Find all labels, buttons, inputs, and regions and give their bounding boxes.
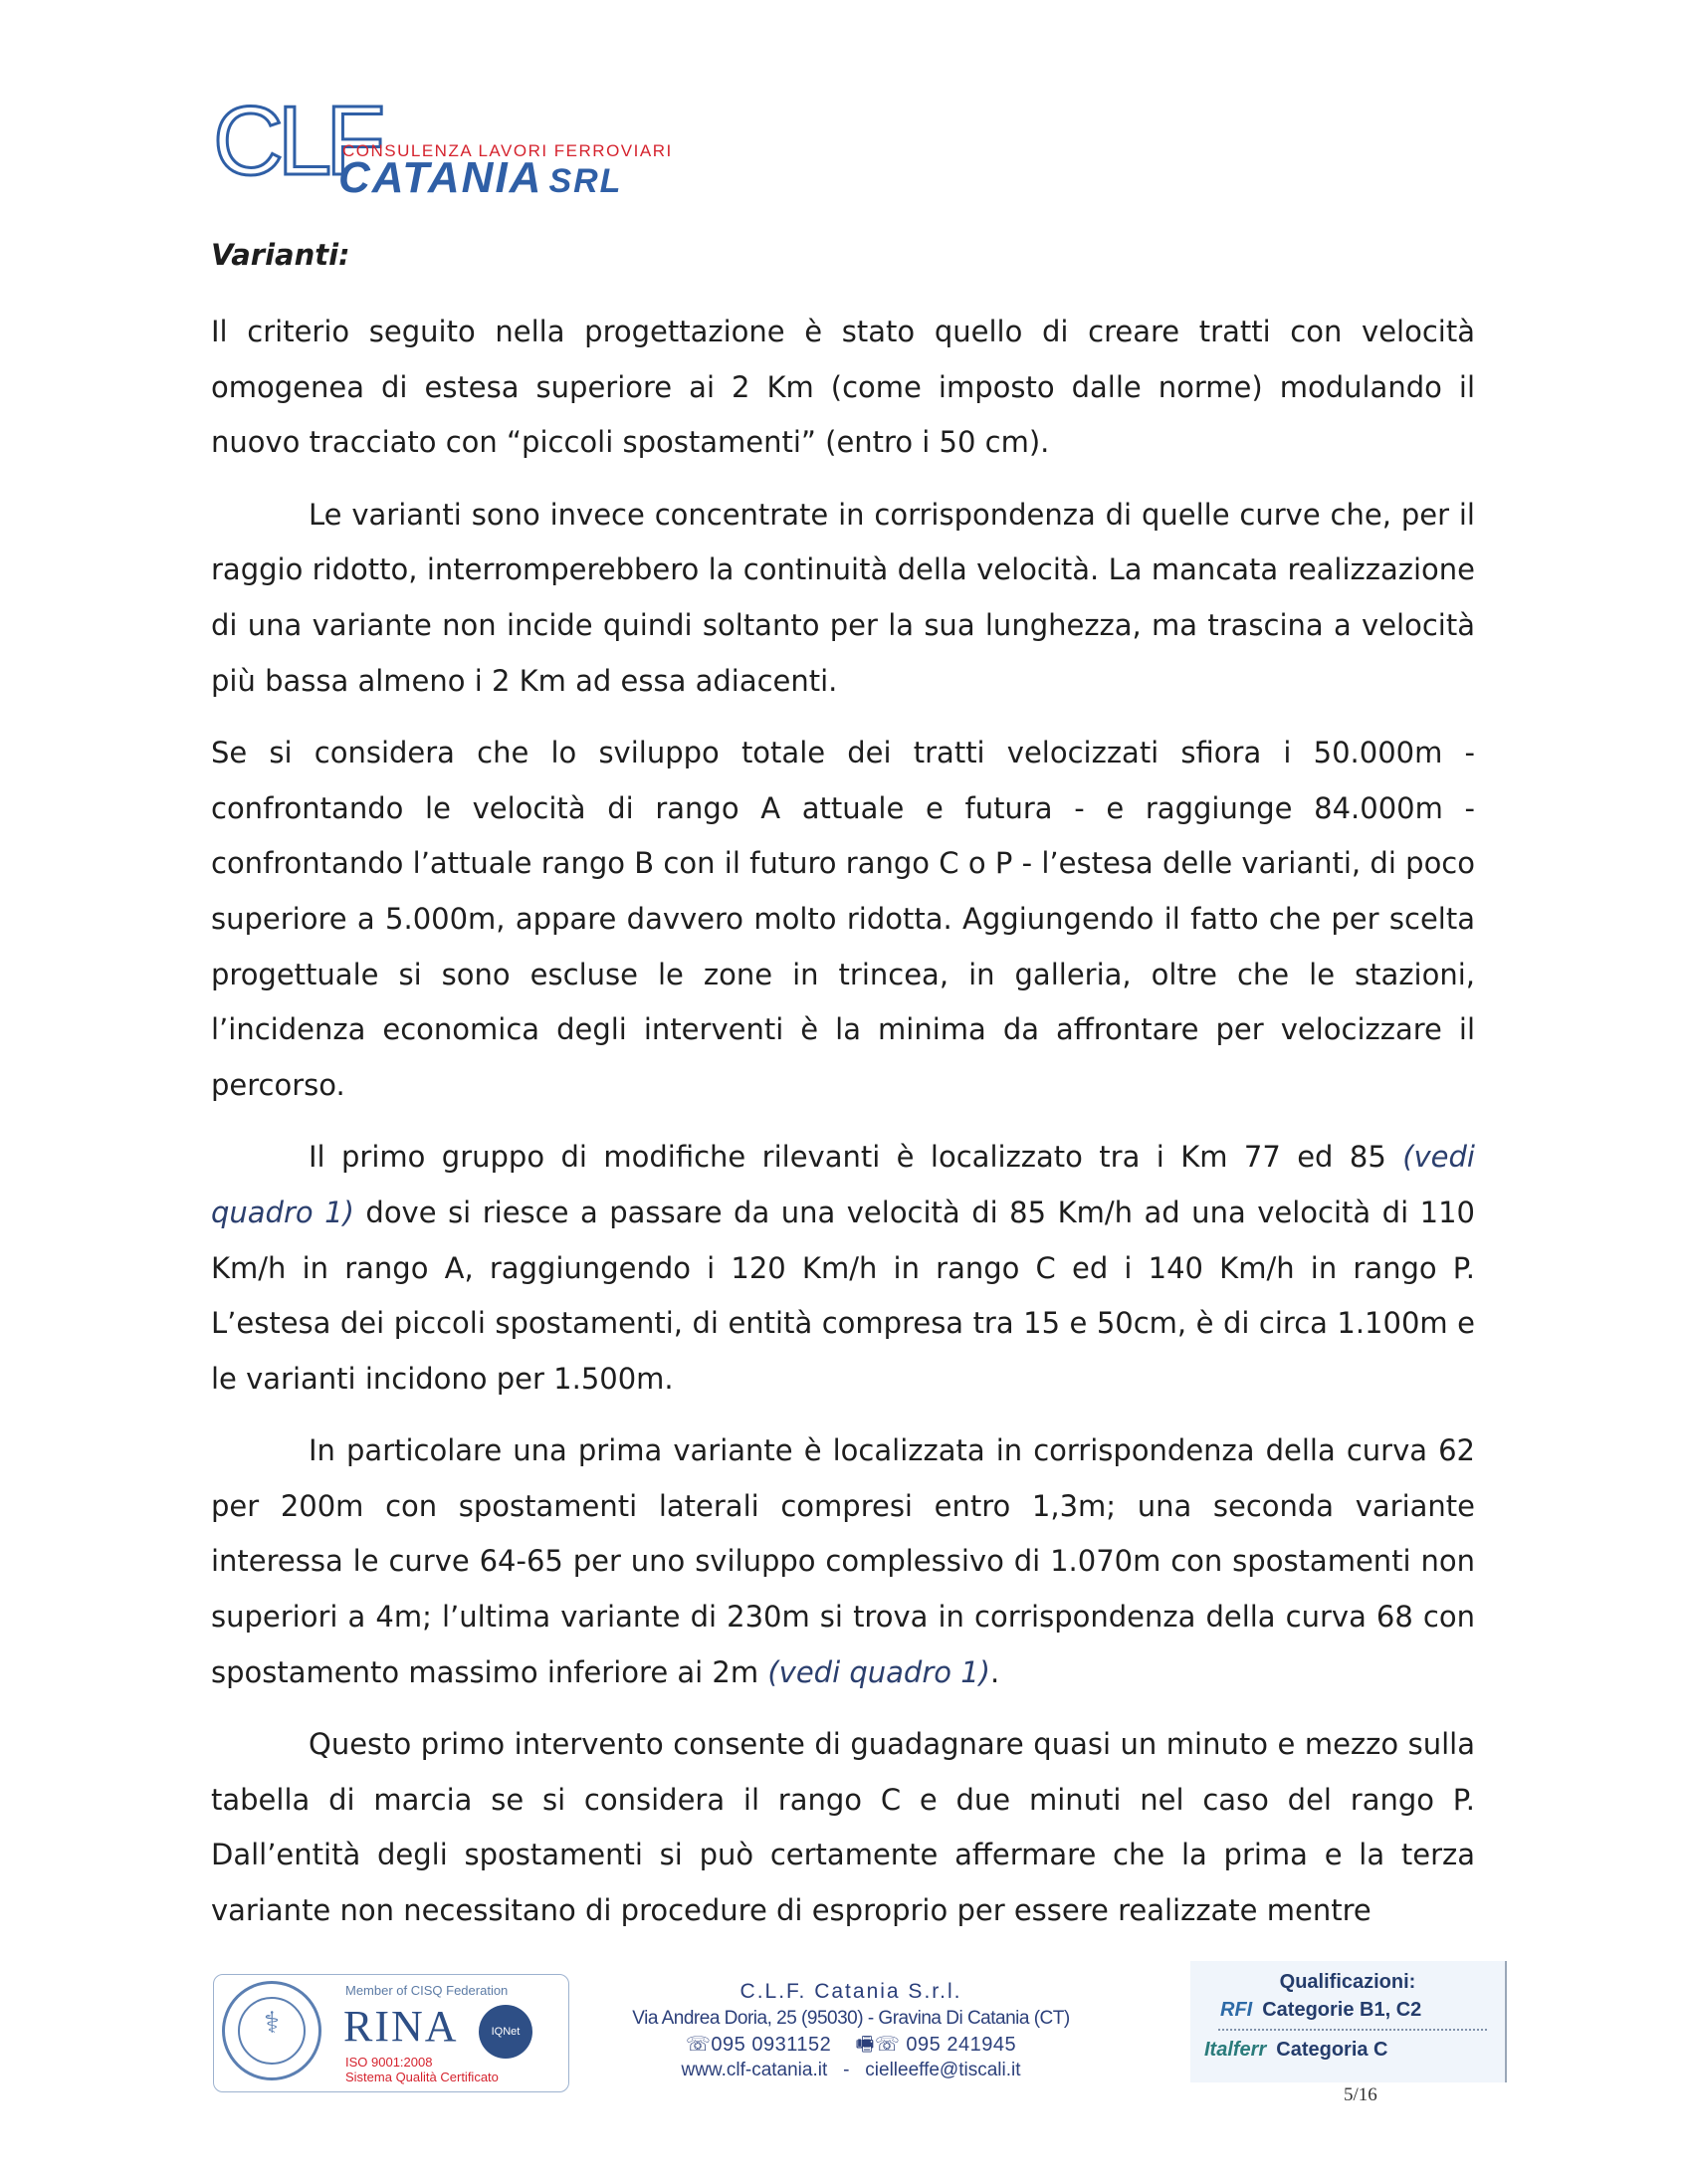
quadro-reference: (vedi quadro 1)	[211, 1140, 1475, 1229]
qualifications-title: Qualificazioni:	[1279, 1971, 1416, 1993]
quadro-reference: (vedi quadro 1)	[767, 1654, 990, 1689]
paragraph-2: Le varianti sono invece concentrate in corrispondenza di quelle curve che, per il raggio ridotto, interromperebbero la continuità della velocità. La mancata realizzazione di una variante non incide quindi soltanto per la sua lunghezza, ma trascina a velocità più bassa almeno i 2 Km ad essa adiacenti.	[211, 497, 1475, 698]
paragraph-4-text-b: dove si riesce a passare da una velocità di 85 Km/h ad una velocità di 110 Km/h in rango A, raggiungendo i 120 Km/h in rango C ed i 140 Km/h in rango P. L’estesa dei piccoli spostamenti, di entità compresa tra 15 e 50cm, è di circa 1.100m e le varianti incidono per 1.500m.	[211, 1195, 1475, 1396]
iqnet-icon: IQNet	[479, 2005, 532, 2059]
paragraph-6: Questo primo intervento consente di guadagnare quasi un minuto e mezzo sulla tabella di marcia se si considera il rango C e due minuti nel caso del rango P. Dall’entità degli spostamenti si può certamente affermare che la prima e la terza variante non necessitano di procedure di esproprio per essere realizzate mentre	[211, 1727, 1475, 1928]
paragraph-5-text-b: .	[989, 1654, 1000, 1689]
qualifications-divider	[1218, 2029, 1487, 2031]
website-link[interactable]: www.clf-catania.it	[681, 2060, 828, 2080]
contact-separator: -	[843, 2060, 850, 2080]
italferr-org: Italferr	[1204, 2039, 1267, 2061]
company-phones	[607, 2032, 1095, 2058]
rfi-categories: Categorie B1, C2	[1262, 1999, 1422, 2021]
company-contacts	[607, 2058, 1095, 2083]
document-body	[211, 233, 1475, 1956]
rina-wordmark: RINA	[343, 2002, 459, 2051]
paragraph-3: Se si considera che lo sviluppo totale dei tratti velocizzati sfiora i 50.000m - confrontando le velocità di rango A attuale e futura - e raggiunge 84.000m - confrontando l’attuale rango B con il futuro rango C o P - l’estesa delle varianti, di poco superiore a 5.000m, appare davvero molto ridotta. Aggiungendo il fatto che per scelta progettuale si sono escluse le zone in trincea, in galleria, oltre che le stazioni, l’incidenza economica degli interventi è la minima da affrontare per velocizzare il percorso.	[211, 736, 1475, 1102]
phone-number: ☏095 0931152	[685, 2034, 832, 2056]
logo-letters: CLF	[213, 86, 380, 195]
section-title: Varianti:	[211, 238, 350, 272]
paragraph-4-text-a: Il primo gruppo di modifiche rilevanti è localizzato tra i Km 77 ed 85	[309, 1140, 1403, 1175]
logo-name	[338, 153, 622, 203]
paragraph-4	[211, 1130, 1475, 1407]
fax-number: 🖷☏ 095 241945	[855, 2034, 1017, 2056]
email-link[interactable]: cielleeffe@tiscali.it	[865, 2060, 1021, 2080]
qualification-italferr	[1204, 2039, 1388, 2062]
logo-suffix: SRL	[548, 162, 623, 200]
rina-system-text: Sistema Qualità Certificato	[345, 2070, 499, 2084]
rina-iso-text: ISO 9001:2008	[345, 2055, 433, 2070]
rina-certification-badge	[213, 1974, 569, 2092]
qualifications-box	[1190, 1961, 1507, 2082]
logo-city: CATANIA	[338, 153, 543, 202]
paragraph-5-text-a: In particolare una prima variante è localizzata in corrispondenza della curva 62 per 200m con spostamenti laterali compresi entro 1,3m; una seconda variante interessa le curve 64-65 per uno sviluppo complessivo di 1.070m con spostamenti non superiori a 4m; l’ultima variante di 230m si trova in corrispondenza della curva 68 con spostamento massimo inferiore ai 2m	[211, 1433, 1475, 1689]
company-info	[607, 1978, 1095, 2083]
rina-member-text: Member of CISQ Federation	[345, 1983, 509, 1998]
page-number: 5/16	[1344, 2084, 1377, 2105]
company-logo	[213, 86, 673, 202]
paragraph-5	[211, 1423, 1475, 1700]
logo-tagline: CONSULENZA LAVORI FERROVIARI	[342, 141, 673, 160]
company-name: C.L.F. Catania S.r.l.	[739, 1980, 962, 2003]
rfi-org: RFI	[1220, 1999, 1253, 2021]
italferr-category: Categoria C	[1276, 2039, 1388, 2061]
qualification-rfi	[1220, 1999, 1421, 2022]
paragraph-1: Il criterio seguito nella progettazione è stato quello di creare tratti con velocità omogenea di estesa superiore ai 2 Km (come imposto dalle norme) modulando il nuovo tracciato con “piccoli spostamenti” (entro i 50 cm).	[211, 315, 1475, 460]
company-address: Via Andrea Doria, 25 (95030) - Gravina Di Catania (CT)	[632, 2008, 1070, 2029]
caduceus-seal-icon: ⚕	[222, 1981, 321, 2080]
